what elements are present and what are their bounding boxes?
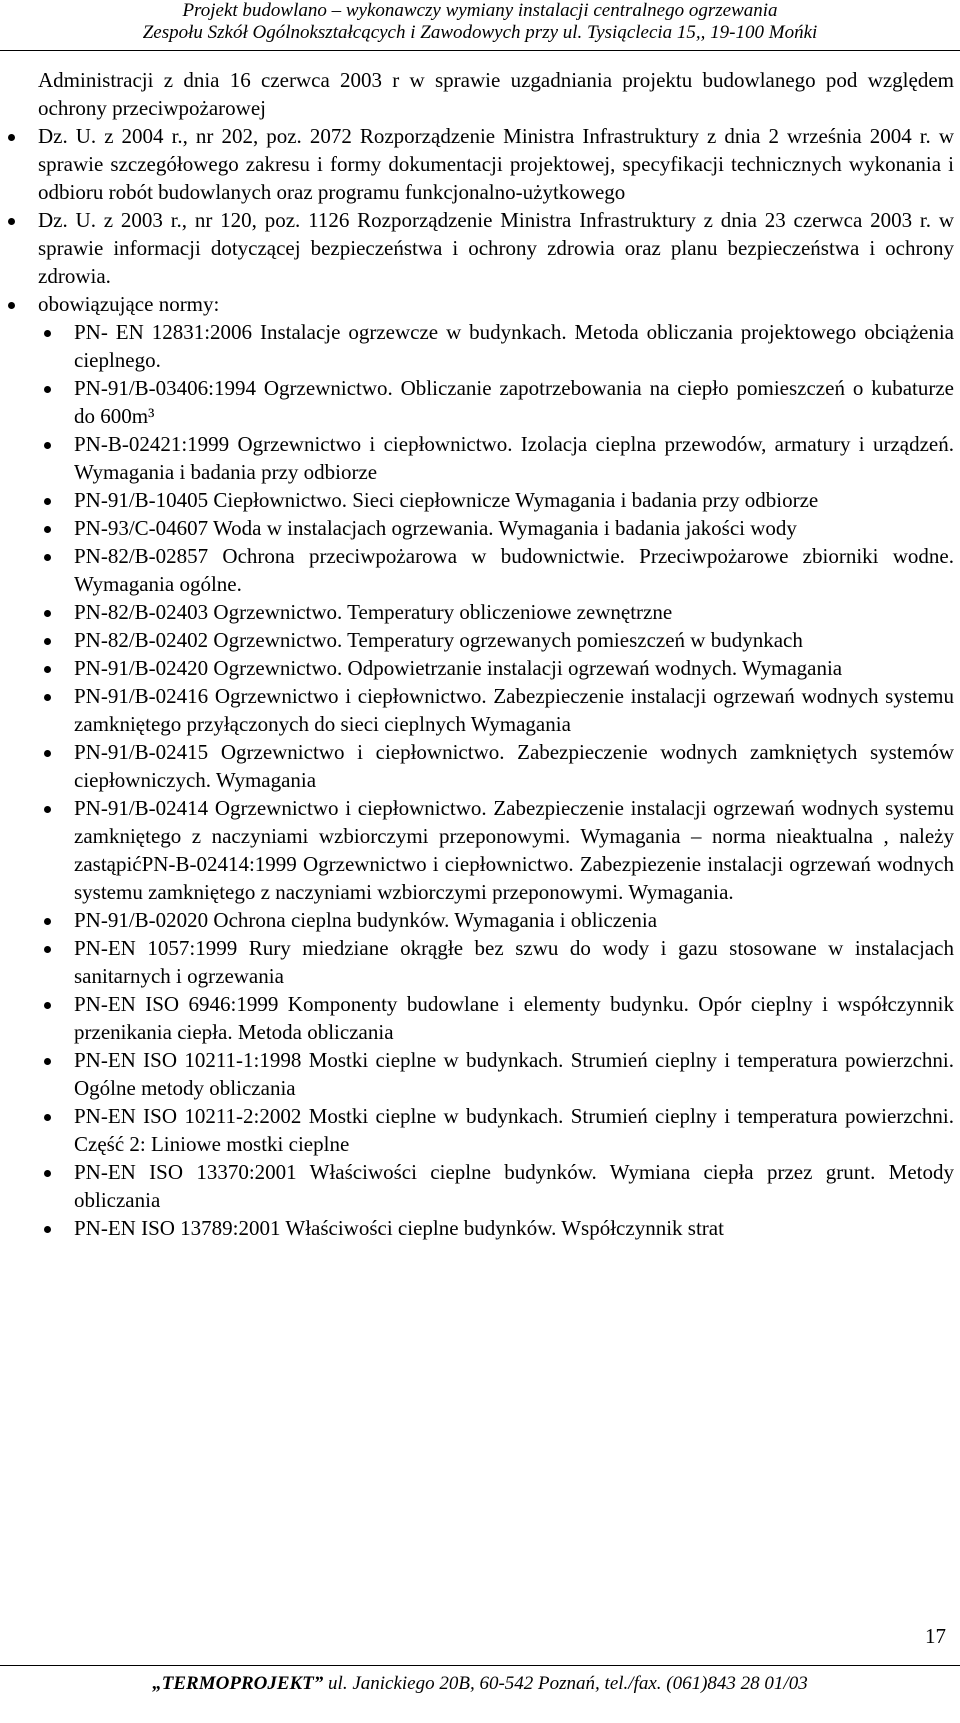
list-item: [74, 794, 954, 906]
list-item: [74, 738, 954, 794]
norm-text: PN-91/B-02415 Ogrzewnictwo i ciepłownictwo. Zabezpieczenie wodnych zamkniętych systemów ciepłowniczych. Wymagania: [74, 740, 954, 792]
bullet-icon: [8, 134, 15, 141]
list-item: [74, 486, 954, 514]
bullet-icon: [44, 666, 51, 673]
list-item: [74, 514, 954, 542]
bullet-icon: [44, 610, 51, 617]
norm-text: PN-91/B-02020 Ochrona cieplna budynków. Wymagania i obliczenia: [74, 908, 658, 932]
norm-text: PN-93/C-04607 Woda w instalacjach ogrzewania. Wymagania i badania jakości wody: [74, 516, 797, 540]
page-number: 17: [925, 1624, 946, 1648]
norm-text: PN-91/B-03406:1994 Ogrzewnictwo. Obliczanie zapotrzebowania na ciepło pomieszczeń o kubaturze do 600m³: [74, 376, 954, 428]
norm-text: PN-EN ISO 10211-1:1998 Mostki cieplne w budynkach. Strumień cieplny i temperatura powierzchni. Ogólne metody obliczania: [74, 1048, 954, 1100]
bullet-icon: [44, 918, 51, 925]
list-item: [74, 682, 954, 738]
norm-text: PN-91/B-02416 Ogrzewnictwo i ciepłownictwo. Zabezpieczenie instalacji ogrzewań wodnych systemu zamkniętego przyłączonych do sieci cieplnych Wymagania: [74, 684, 954, 736]
bullet-icon: [8, 218, 15, 225]
norms-list: [74, 318, 954, 1242]
regulations-list: [38, 122, 954, 1242]
bullet-icon: [44, 638, 51, 645]
list-item: [74, 654, 954, 682]
list-item: [74, 1214, 954, 1242]
norm-text: PN- EN 12831:2006 Instalacje ogrzewcze w budynkach. Metoda obliczania projektowego obciążenia cieplnego.: [74, 320, 954, 372]
page-header: [0, 0, 960, 51]
norm-text: PN-EN ISO 6946:1999 Komponenty budowlane i elementy budynku. Opór cieplny i współczynnik przenikania ciepła. Metoda obliczania: [74, 992, 954, 1044]
bullet-icon: [44, 442, 51, 449]
norm-text: PN-91/B-10405 Ciepłownictwo. Sieci ciepłownicze Wymagania i badania przy odbiorze: [74, 488, 819, 512]
bullet-icon: [44, 330, 51, 337]
norm-text: PN-82/B-02402 Ogrzewnictwo. Temperatury ogrzewanych pomieszczeń w budynkach: [74, 628, 803, 652]
norms-section: [38, 290, 954, 1242]
bullet-icon: [44, 1170, 51, 1177]
bullet-icon: [44, 526, 51, 533]
bullet-icon: [44, 554, 51, 561]
bullet-icon: [44, 1114, 51, 1121]
norm-text: PN-91/B-02414 Ogrzewnictwo i ciepłownictwo. Zabezpieczenie instalacji ogrzewań wodnych systemu zamkniętego z naczyniami wzbiorczymi przeponowymi. Wymagania – norma nieaktualna , należy zastąpićPN-B-02414:1999 Ogrzewnictwo i ciepłownictwo. Zabezpiezenie instalacji ogrzewań wodnych systemu zamkniętego z naczyniami wzbiorczymi przeponowymi. Wymagania.: [74, 796, 954, 904]
norm-text: PN-EN ISO 13789:2001 Właściwości cieplne budynków. Współczynnik strat: [74, 1216, 724, 1240]
list-item: [74, 430, 954, 486]
continuation-paragraph: Administracji z dnia 16 czerwca 2003 r w sprawie uzgadniania projektu budowlanego pod względem ochrony przeciwpożarowej: [38, 68, 954, 120]
regulation-text: Dz. U. z 2003 r., nr 120, poz. 1126 Rozporządzenie Ministra Infrastruktury z dnia 23 czerwca 2003 r. w sprawie informacji dotyczącej bezpieczeństwa i ochrony zdrowia oraz planu bezpieczeństwa i ochrony zdrowia.: [38, 208, 954, 288]
list-item: [38, 206, 954, 290]
bullet-icon: [44, 386, 51, 393]
bullet-icon: [44, 498, 51, 505]
list-item: [74, 1158, 954, 1214]
list-item: [74, 1102, 954, 1158]
header-project-title: Projekt budowlano – wykonawczy wymiany instalacji centralnego ogrzewania: [182, 0, 778, 21]
list-item: [74, 626, 954, 654]
list-item: [74, 598, 954, 626]
list-item: [38, 122, 954, 206]
bullet-icon: [44, 1058, 51, 1065]
list-item: [74, 990, 954, 1046]
document-body: [38, 66, 954, 1242]
list-item: [74, 1046, 954, 1102]
footer-address: ul. Janickiego 20B, 60-542 Poznań, tel./fax. (061)843 28 01/03: [323, 1673, 808, 1694]
norm-text: PN-EN 1057:1999 Rury miedziane okrągłe bez szwu do wody i gazu stosowane w instalacjach sanitarnych i ogrzewania: [74, 936, 954, 988]
norm-text: PN-EN ISO 13370:2001 Właściwości cieplne budynków. Wymiana ciepła przez grunt. Metody obliczania: [74, 1160, 954, 1212]
page-footer: [0, 1665, 960, 1706]
bullet-icon: [44, 694, 51, 701]
list-item: [74, 934, 954, 990]
norm-text: PN-EN ISO 10211-2:2002 Mostki cieplne w budynkach. Strumień cieplny i temperatura powierzchni. Część 2: Liniowe mostki cieplne: [74, 1104, 954, 1156]
bullet-icon: [44, 1002, 51, 1009]
bullet-icon: [44, 806, 51, 813]
norm-text: PN-91/B-02420 Ogrzewnictwo. Odpowietrzanie instalacji ogrzewań wodnych. Wymagania: [74, 656, 843, 680]
bullet-icon: [44, 750, 51, 757]
footer-company-name: „TERMOPROJEKT”: [152, 1673, 324, 1694]
list-item: [74, 374, 954, 430]
norm-text: PN-82/B-02403 Ogrzewnictwo. Temperatury obliczeniowe zewnętrzne: [74, 600, 673, 624]
norm-text: PN-82/B-02857 Ochrona przeciwpożarowa w budownictwie. Przeciwpożarowe zbiorniki wodne. Wymagania ogólne.: [74, 544, 954, 596]
norm-text: PN-B-02421:1999 Ogrzewnictwo i ciepłownictwo. Izolacja cieplna przewodów, armatury i urządzeń. Wymagania i badania przy odbiorze: [74, 432, 954, 484]
bullet-icon: [8, 302, 15, 309]
header-school-address: Zespołu Szkół Ogólnokształcących i Zawodowych przy ul. Tysiąclecia 15,, 19-100 Mońki: [142, 22, 818, 43]
list-item: [74, 542, 954, 598]
list-item: [74, 318, 954, 374]
list-item: [74, 906, 954, 934]
bullet-icon: [44, 946, 51, 953]
norms-heading: obowiązujące normy:: [38, 292, 220, 316]
regulation-text: Dz. U. z 2004 r., nr 202, poz. 2072 Rozporządzenie Ministra Infrastruktury z dnia 2 września 2004 r. w sprawie szczegółowego zakresu i formy dokumentacji projektowej, specyfikacji technicznych wykonania i odbioru robót budowlanych oraz programu funkcjonalno-użytkowego: [38, 124, 954, 204]
bullet-icon: [44, 1226, 51, 1233]
